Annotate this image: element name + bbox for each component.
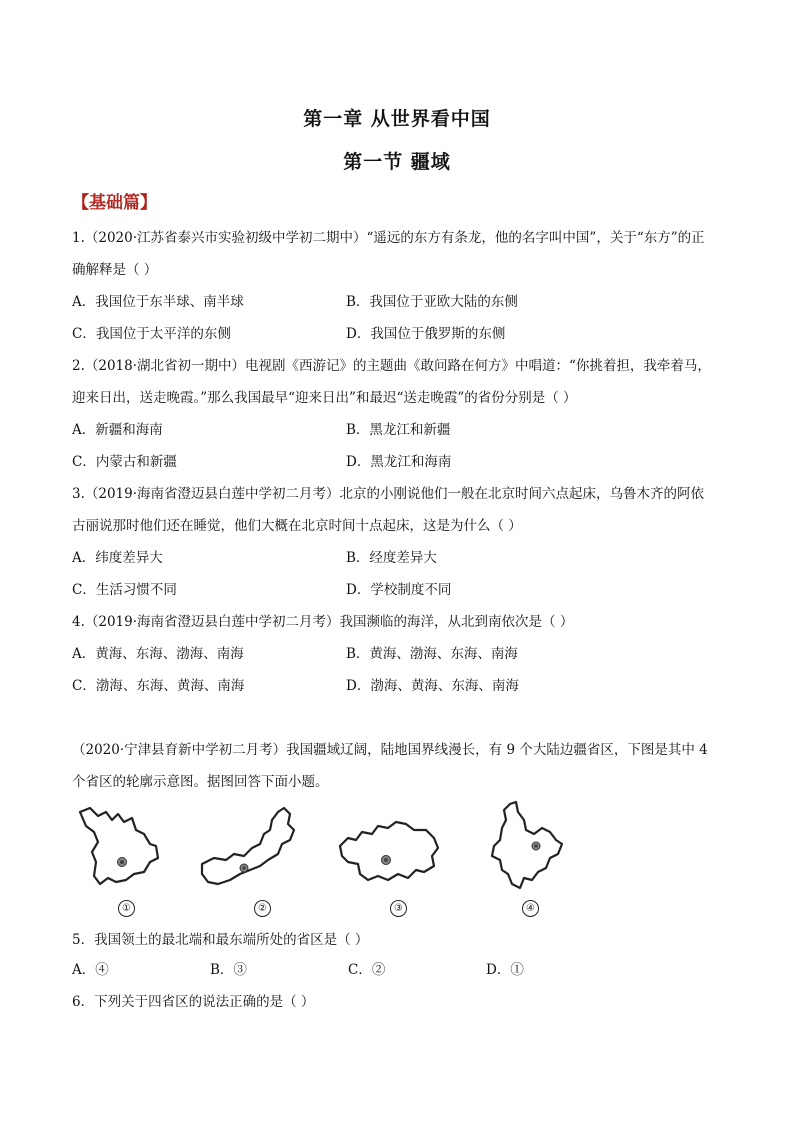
q5-option-b: B．③ — [210, 962, 247, 978]
q2-option-c: C．内蒙古和新疆 — [72, 454, 177, 470]
q1-option-d: D．我国位于俄罗斯的东侧 — [346, 326, 506, 342]
q4-stem-line1: 4.（2019·海南省澄迈县白莲中学初二月考）我国濒临的海洋，从北到南依次是（ ） — [72, 614, 574, 630]
q6-stem-line1: 6．下列关于四省区的说法正确的是（ ） — [72, 994, 315, 1010]
q1-stem-line2: 确解释是（ ） — [72, 262, 158, 278]
q2-stem-line2: 迎来日出，送走晚霞。”那么我国最早“迎来日出”和最迟“送走晚霞”的省份分别是（ ） — [72, 390, 577, 406]
neimenggu-outline-icon — [198, 800, 308, 896]
q3-stem-line1: 3.（2019·海南省澄迈县白莲中学初二月考）北京的小刚说他们一般在北京时间六点起床，乌鲁木齐的阿依 — [72, 486, 705, 502]
q2-stem-line1: 2.（2018·湖北省初一期中）电视剧《西游记》的主题曲《敢问路在何方》中唱道：“你挑着担，我牵着马， — [72, 358, 711, 374]
q3-option-c: C．生活习惯不同 — [72, 582, 177, 598]
chapter-title: 第一章 从世界看中国 — [303, 108, 491, 130]
q5-option-c: C．② — [348, 962, 386, 978]
q3-option-a: A．纬度差异大 — [72, 550, 163, 566]
q2-option-a: A．新疆和海南 — [72, 422, 163, 438]
q4-option-a: A．黄海、东海、渤海、南海 — [72, 646, 244, 662]
heilongjiang-outline-icon — [72, 800, 170, 896]
section-title: 第一节 疆域 — [343, 151, 451, 173]
q5-option-a: A．④ — [72, 962, 109, 978]
q5-stem-line1: 5．我国领土的最北端和最东端所处的省区是（ ） — [72, 932, 369, 948]
q1-option-c: C．我国位于太平洋的东侧 — [72, 326, 231, 342]
group-intro-line1: （2020·宁津县育新中学初二月考）我国疆域辽阔，陆地国界线漫长，有 9 个大陆边疆省区，下图是其中 4 — [72, 742, 708, 758]
q1-stem-line1: 1.（2020·江苏省泰兴市实验初级中学初二期中）“遥远的东方有条龙，他的名字叫中国”，关于“东方”的正 — [72, 230, 705, 246]
q2-option-d: D．黑龙江和海南 — [346, 454, 452, 470]
group-intro-line2: 个省区的轮廓示意图。据图回答下面小题。 — [72, 774, 329, 790]
map-label-4: ④ — [522, 900, 539, 917]
map-label-3: ③ — [390, 900, 407, 917]
q5-option-d: D．① — [486, 962, 524, 978]
map-label-1: ① — [118, 900, 135, 917]
q2-option-b: B．黑龙江和新疆 — [346, 422, 451, 438]
q4-option-c: C．渤海、东海、黄海、南海 — [72, 678, 245, 694]
q1-option-a: A．我国位于东半球、南半球 — [72, 294, 244, 310]
q4-option-b: B．黄海、渤海、东海、南海 — [346, 646, 518, 662]
q4-option-d: D．渤海、黄海、东海、南海 — [346, 678, 519, 694]
q1-option-b: B．我国位于亚欧大陆的东侧 — [346, 294, 518, 310]
province-outline-figure — [72, 800, 572, 918]
map-label-2: ② — [254, 900, 271, 917]
section-tag: 【基础篇】 — [72, 193, 157, 213]
q3-stem-line2: 古丽说那时他们还在睡觉，他们大概在北京时间十点起床，这是为什么（ ） — [72, 518, 522, 534]
q3-option-d: D．学校制度不同 — [346, 582, 452, 598]
q3-option-b: B．经度差异大 — [346, 550, 437, 566]
yunnan-outline-icon — [480, 800, 572, 896]
guangxi-outline-icon — [334, 800, 446, 896]
